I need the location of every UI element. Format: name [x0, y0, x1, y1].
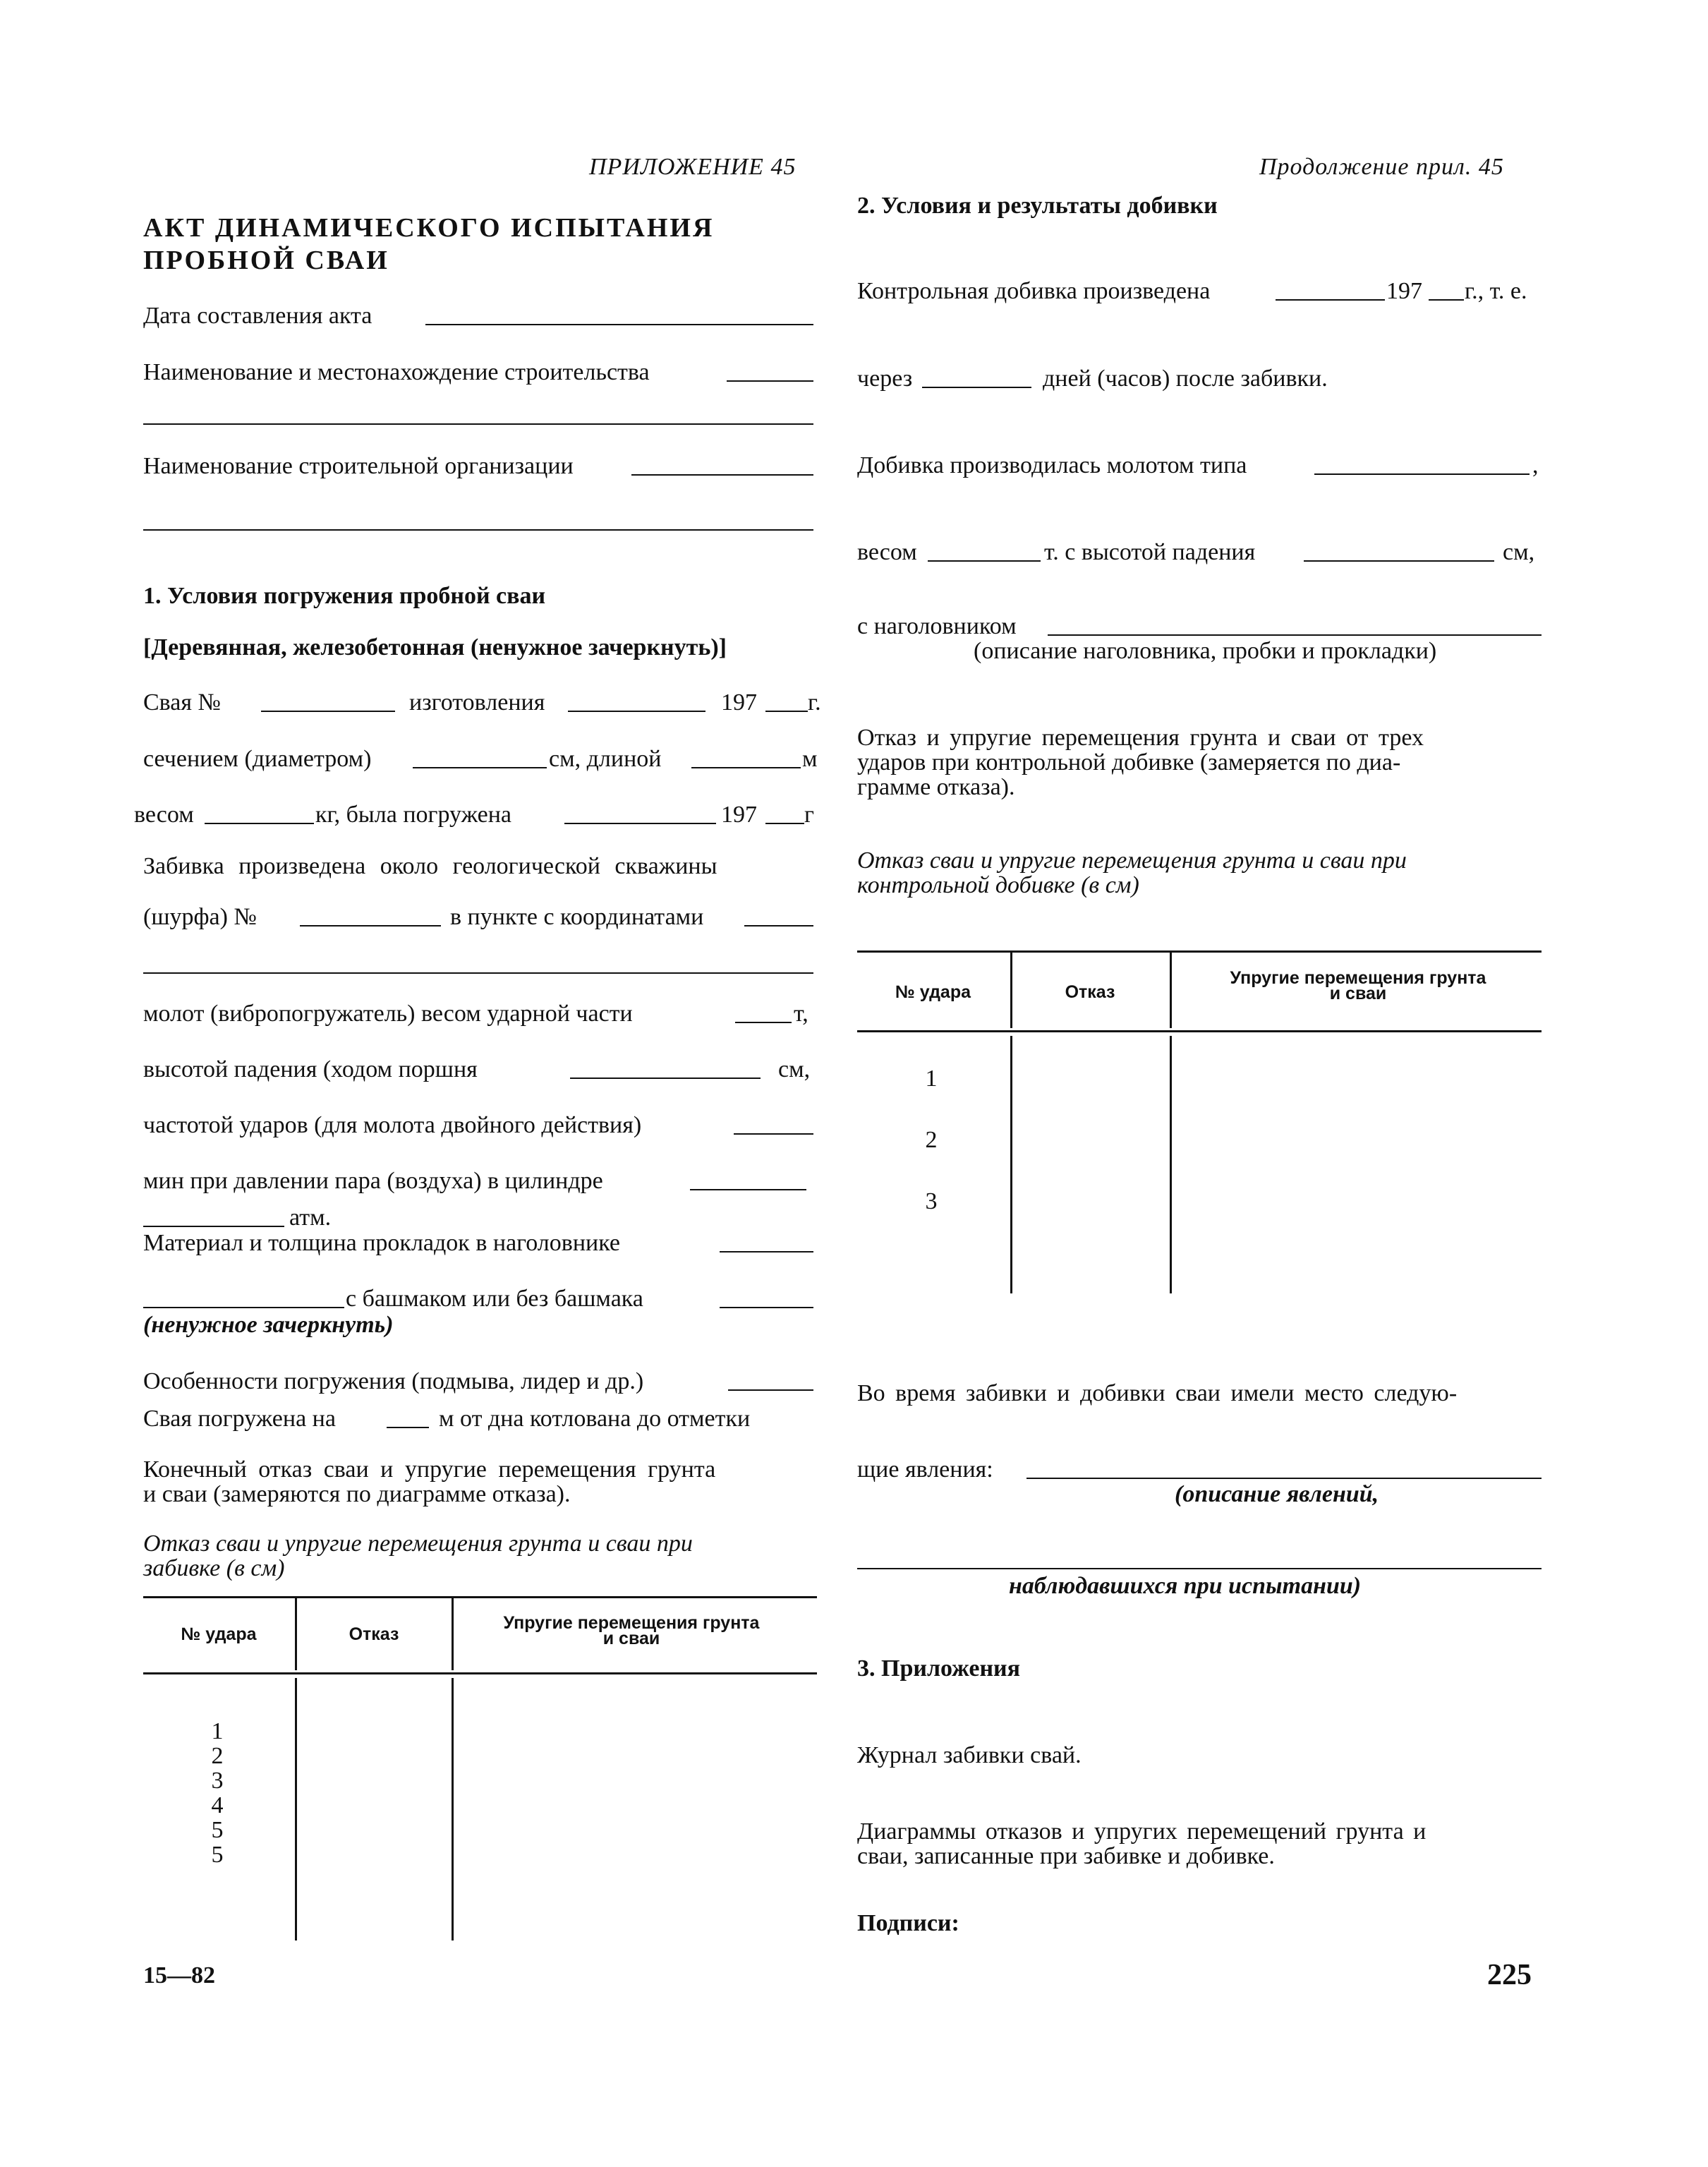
strike-number: 1 [211, 1718, 224, 1744]
phenomena-field [1026, 1478, 1542, 1479]
final-refusal-line1: Конечный отказ сваи и упругие перемещения грунта [143, 1456, 716, 1483]
section-field [413, 767, 547, 768]
final-refusal-line2: и сваи (замеряются по диаграмме отказа). [143, 1481, 571, 1507]
date-field [425, 324, 813, 325]
col-header-strike: № удара [895, 982, 971, 1002]
hammer-type-field [1314, 473, 1530, 475]
diagrams-line2: сваи, записанные при забивке и добивке. [857, 1843, 1275, 1869]
m-unit: м [802, 746, 818, 772]
table-divider [1010, 1036, 1012, 1293]
material-note: [Деревянная, железобетонная (ненужное зачеркнуть)] [143, 634, 727, 660]
left-table-caption-line1: Отказ сваи и упругие перемещения грунта и сваи при [143, 1531, 693, 1557]
table-divider [452, 1596, 454, 1670]
after-prefix: через [857, 366, 913, 392]
pressure-field [690, 1189, 806, 1190]
page-number: 225 [1487, 1959, 1532, 1991]
cross-out-note: (ненужное зачеркнуть) [143, 1312, 394, 1338]
col-header-refusal: Отказ [349, 1624, 399, 1644]
hammer-field [735, 1022, 792, 1023]
shoe-label: с башмаком или без башмака [346, 1286, 643, 1312]
gasket-field [720, 1251, 813, 1252]
made-label: изготовления [409, 689, 545, 716]
site-field [727, 380, 813, 382]
table-top-rule [143, 1596, 817, 1598]
date-label: Дата составления акта [143, 303, 373, 329]
driven-year-suffix: г [804, 802, 814, 828]
control-date-field [1276, 299, 1385, 301]
signatures-label: Подписи: [857, 1910, 959, 1936]
table-divider [1170, 950, 1172, 1028]
section2-heading: 2. Условия и результаты добивки [857, 193, 1218, 219]
site-label: Наименование и местонахождение строительства [143, 359, 650, 385]
table-divider [452, 1678, 454, 1940]
table-divider [295, 1596, 297, 1670]
shoe-field [143, 1307, 344, 1308]
after-suffix: дней (часов) после забивки. [1043, 366, 1328, 392]
org-field [631, 474, 813, 476]
strike-number: 1 [925, 1066, 938, 1092]
made-field [568, 711, 705, 712]
height-cm-unit: см, [778, 1056, 811, 1082]
org-field-continued [143, 529, 813, 531]
control-weight-label: весом [857, 539, 917, 565]
weight-label: весом [134, 802, 194, 828]
depth-prefix: Свая погружена на [143, 1406, 336, 1432]
strike-number: 4 [211, 1792, 224, 1818]
drop-height-unit: см, [1503, 539, 1535, 565]
driven-year-prefix: 197 [721, 802, 757, 828]
shoe-field-right [720, 1307, 813, 1308]
diagrams-line1: Диаграммы отказов и упругих перемещений грунта и [857, 1818, 1427, 1845]
col-header-elastic-line2: и сваи [602, 1629, 660, 1648]
year-suffix: г. [808, 689, 821, 716]
control-label: Контрольная добивка произведена [857, 278, 1211, 304]
footer-code: 15—82 [143, 1962, 215, 1988]
depth-suffix: м от дна котлована до отметки [439, 1406, 751, 1432]
phenomena-line1: Во время забивки и добивки сваи имели место следую- [857, 1380, 1458, 1406]
right-table-caption-line1: Отказ сваи и упругие перемещения грунта и сваи при [857, 847, 1407, 874]
phenomena-description-cont: наблюдавшихся при испытании) [1009, 1573, 1362, 1599]
strike-number: 5 [211, 1842, 224, 1868]
drop-height-field [1304, 560, 1494, 562]
control-refusal-line1: Отказ и упругие перемещения грунта и сваи от трех [857, 725, 1424, 751]
cap-label: с наголовником [857, 613, 1017, 639]
left-table-caption-line2: забивке (в см) [143, 1555, 285, 1581]
col-header-strike: № удара [181, 1624, 257, 1644]
control-refusal-line2: ударов при контрольной добивке (замеряется по диа- [857, 749, 1401, 775]
org-label: Наименование строительной организации [143, 453, 574, 479]
driven-year-field [765, 823, 804, 824]
features-label: Особенности погружения (подмыва, лидер и др.) [143, 1368, 644, 1394]
strike-number: 3 [925, 1188, 938, 1214]
length-label: см, длиной [549, 746, 662, 772]
driven-label: кг, была погружена [315, 802, 511, 828]
cap-field [1048, 634, 1542, 636]
year-field [765, 711, 808, 712]
features-field [728, 1389, 813, 1391]
coords-field-continued [143, 972, 813, 974]
phenomena-description: (описание явлений, [1175, 1481, 1379, 1507]
act-title-line2: ПРОБНОЙ СВАИ [143, 246, 389, 275]
coords-label: в пункте с координатами [450, 904, 704, 930]
gasket-label: Материал и толщина прокладок в наголовнике [143, 1230, 620, 1256]
atm-field [143, 1226, 284, 1227]
section3-heading: 3. Приложения [857, 1655, 1021, 1682]
section1-heading: 1. Условия погружения пробной сваи [143, 583, 546, 609]
strike-number: 3 [211, 1768, 224, 1794]
appendix-label: ПРИЛОЖЕНИЕ 45 [589, 154, 797, 180]
hammer-type-comma: , [1532, 452, 1539, 478]
control-year-prefix: 197 [1386, 278, 1422, 304]
continuation-label: Продолжение прил. 45 [1259, 154, 1504, 180]
strike-number: 2 [925, 1127, 938, 1153]
col-header-refusal: Отказ [1065, 982, 1115, 1002]
length-field [691, 767, 801, 768]
drop-height-label: т. с высотой падения [1044, 539, 1256, 565]
height-field [570, 1078, 761, 1079]
act-title-line1: АКТ ДИНАМИЧЕСКОГО ИСПЫТАНИЯ [143, 213, 715, 243]
t-unit: т, [794, 1001, 808, 1027]
hammer-label: молот (вибропогружатель) весом ударной части [143, 1001, 633, 1027]
col-header-elastic [466, 1613, 797, 1648]
site-field-continued [143, 423, 813, 425]
control-weight-field [928, 560, 1041, 562]
after-days-field [922, 387, 1031, 388]
phenomena-field-continued [857, 1568, 1542, 1569]
right-table-caption-line2: контрольной добивке (в см) [857, 872, 1139, 898]
pit-field [300, 925, 441, 926]
col-header-elastic-line1: Упругие перемещения грунта [503, 1613, 760, 1633]
coords-field [744, 925, 813, 926]
frequency-label: частотой ударов (для молота двойного действия) [143, 1112, 642, 1138]
col-header-elastic-line1: Упругие перемещения грунта [1230, 968, 1486, 988]
frequency-field [734, 1133, 813, 1135]
col-header-elastic-line2: и сваи [1329, 984, 1387, 1003]
table-top-rule [857, 950, 1542, 953]
table-divider [295, 1678, 297, 1940]
hammer-type-label: Добивка производилась молотом типа [857, 452, 1247, 478]
driven-field [564, 823, 716, 824]
table-divider [1170, 1036, 1172, 1293]
table-divider [1010, 950, 1012, 1028]
cap-description: (описание наголовника, пробки и прокладки) [974, 638, 1437, 664]
table-header-rule [143, 1672, 817, 1674]
table-header-rule [857, 1030, 1542, 1032]
driving-line: Забивка произведена около геологической скважины [143, 853, 717, 879]
strike-number: 2 [211, 1743, 224, 1769]
year-prefix: 197 [721, 689, 757, 716]
control-refusal-line3: грамме отказа). [857, 774, 1015, 800]
section-label: сечением (диаметром) [143, 746, 372, 772]
control-year-field [1429, 299, 1464, 301]
depth-field [387, 1427, 429, 1428]
pit-label: (шурфа) № [143, 904, 257, 930]
strike-number: 5 [211, 1817, 224, 1843]
height-label: высотой падения (ходом поршня [143, 1056, 478, 1082]
pressure-label: мин при давлении пара (воздуха) в цилиндре [143, 1168, 603, 1194]
journal-item: Журнал забивки свай. [857, 1742, 1082, 1768]
phenomena-line2: щие явления: [857, 1456, 993, 1483]
pile-number-field [261, 711, 395, 712]
control-year-suffix: г., т. е. [1465, 278, 1527, 304]
atm-unit: атм. [289, 1205, 332, 1231]
weight-field [205, 823, 314, 824]
col-header-elastic [1185, 968, 1531, 1003]
pile-number-label: Свая № [143, 689, 221, 716]
